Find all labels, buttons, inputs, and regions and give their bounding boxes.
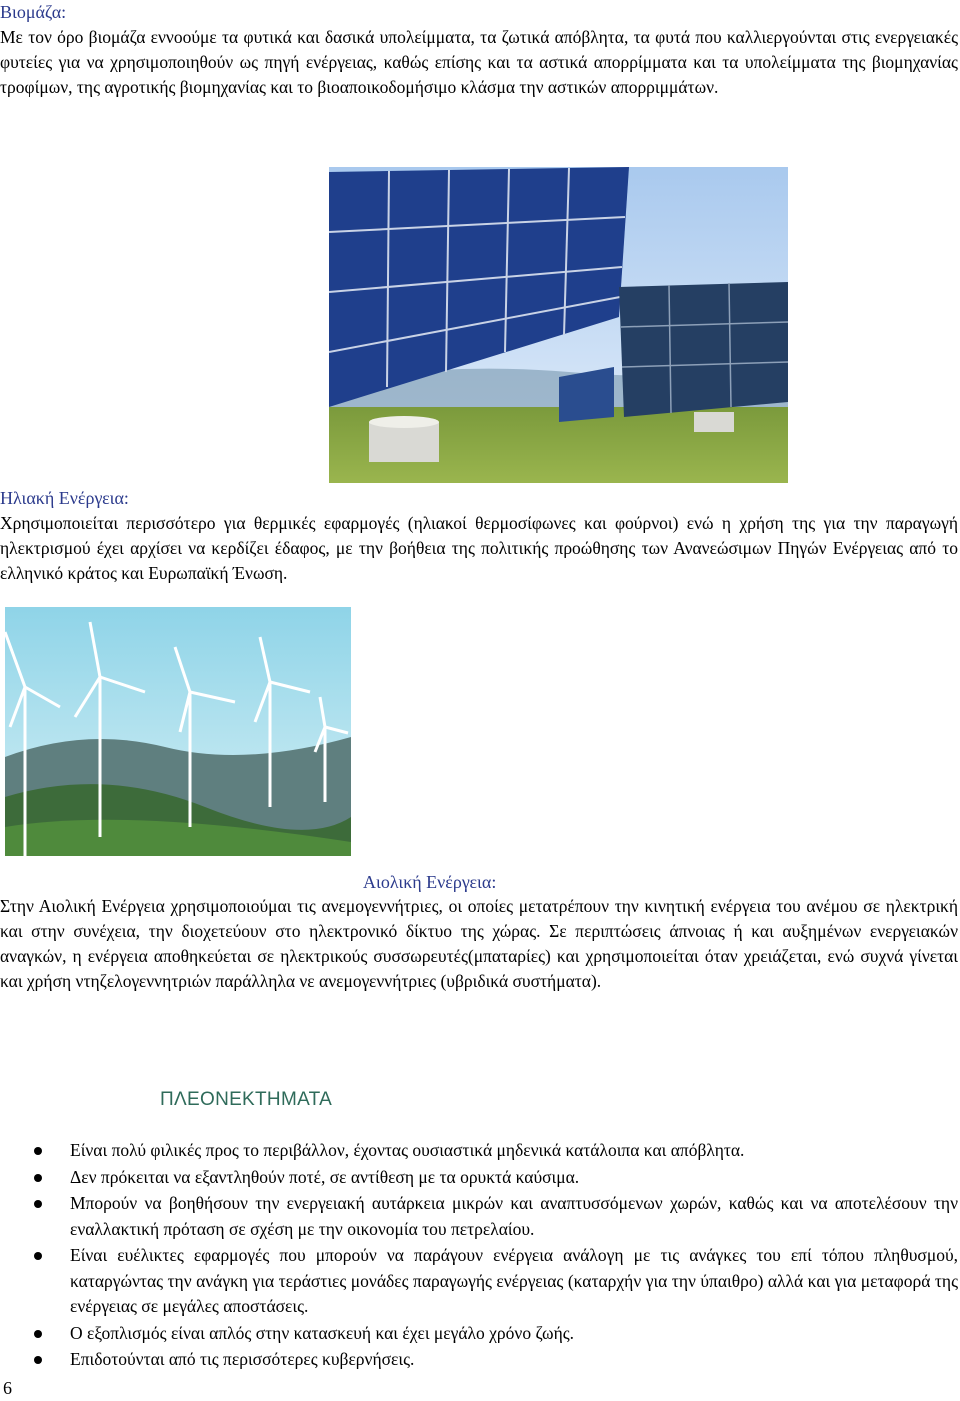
solar-section: [0, 486, 958, 586]
advantages-title: ΠΛΕΟΝΕΚΤΗΜΑΤΑ: [160, 1089, 333, 1110]
bullet-icon: [34, 1356, 42, 1364]
bullet-icon: [34, 1200, 42, 1208]
list-item: Μπορούν να βοηθήσουν την ενεργειακή αυτάρκεια μικρών και αναπτυσσόμενων χωρών, καθώς και να αποτελέσουν την εναλλακτική πρόταση σε σχέση με την οικονομία του πετρελαίου.: [0, 1191, 958, 1242]
bullet-icon: [34, 1147, 42, 1155]
wind-turbines-image: [5, 607, 351, 856]
list-item: Δεν πρόκειται να εξαντληθούν ποτέ, σε αντίθεση με τα ορυκτά καύσιμα.: [0, 1165, 958, 1191]
wind-section: [0, 894, 958, 994]
solar-heading: Ηλιακή Ενέργεια:: [0, 488, 129, 508]
bullet-icon: [34, 1174, 42, 1182]
list-item: Είναι ευέλικτες εφαρμογές που μπορούν να παράγουν ενέργεια ανάλογη με τις ανάγκες του επί τόπου πληθυσμού, καταργώντας την ανάγκη για τεράστιες μονάδες παραγωγής ενέργειας (καταρχήν για την ύπαιθρο) αλλά και για μεταφορά της ενέργειας σε μεγάλες αποστάσεις.: [0, 1243, 958, 1320]
bullet-icon: [34, 1330, 42, 1338]
page-number: 6: [3, 1378, 12, 1398]
list-item: Ο εξοπλισμός είναι απλός στην κατασκευή και έχει μεγάλο χρόνο ζωής.: [0, 1321, 958, 1347]
solar-panels-image: [329, 167, 788, 483]
advantages-list: [0, 1138, 958, 1374]
list-item: Είναι πολύ φιλικές προς το περιβάλλον, έχοντας ουσιαστικά μηδενικά κατάλοιπα και απόβλητα.: [0, 1138, 958, 1164]
list-item: Επιδοτούνται από τις περισσότερες κυβερνήσεις.: [0, 1347, 958, 1373]
wind-heading: Αιολική Ενέργεια:: [363, 872, 497, 892]
biomass-section: [0, 0, 958, 100]
wind-paragraph: Στην Αιολική Ενέργεια χρησιμοποιούμαι τις ανεμογεννήτριες, οι οποίες μετατρέπουν την κινητική ενέργεια του ανέμου σε ηλεκτρική και στην συνέχεια, την διοχετεύουν στο ηλεκτρονικό δίκτυο της χώρας. Σε περιπτώσεις άπνοιας ή και αυξημένων ενεργειακών αναγκών, η ενέργεια αποθηκεύεται σε ηλεκτρικούς συσσωρευτές(μπαταρίες) και χρησιμοποιείται όταν χρειάζεται, ενώ συχνά γίνεται και χρήση ντηζελογεννητριών παράλληλα νε ανεμογεννήτριες (υβριδικά συστήματα).: [0, 896, 958, 991]
biomass-heading: Βιομάζα:: [0, 2, 67, 22]
biomass-paragraph: Με τον όρο βιομάζα εννοούμε τα φυτικά και δασικά υπολείμματα, τα ζωτικά απόβλητα, τα φυτά που καλλιεργούνται στις ενεργειακές φυτείες για να χρησιμοποιηθούν ως πηγή ενέργειας, καθώς επίσης και τα αστικά απορρίμματα και τα υπολείμματα της βιομηχανίας τροφίμων, της αγροτικής βιομηχανίας και το βιοαποικοδομήσιμο κλάσμα την αστικών απορριμμάτων.: [0, 27, 958, 97]
bullet-icon: [34, 1252, 42, 1260]
solar-paragraph: Χρησιμοποιείται περισσότερο για θερμικές εφαρμογές (ηλιακοί θερμοσίφωνες και φούρνοι) ενώ η χρήση της για την παραγωγή ηλεκτρισμού έχει αρχίσει να κερδίζει έδαφος, με την βοήθεια της πολιτικής προώθησης των Ανανεώσιμων Πηγών Ενέργειας από το ελληνικό κράτος και Ευρωπαϊκή Ένωση.: [0, 513, 958, 583]
